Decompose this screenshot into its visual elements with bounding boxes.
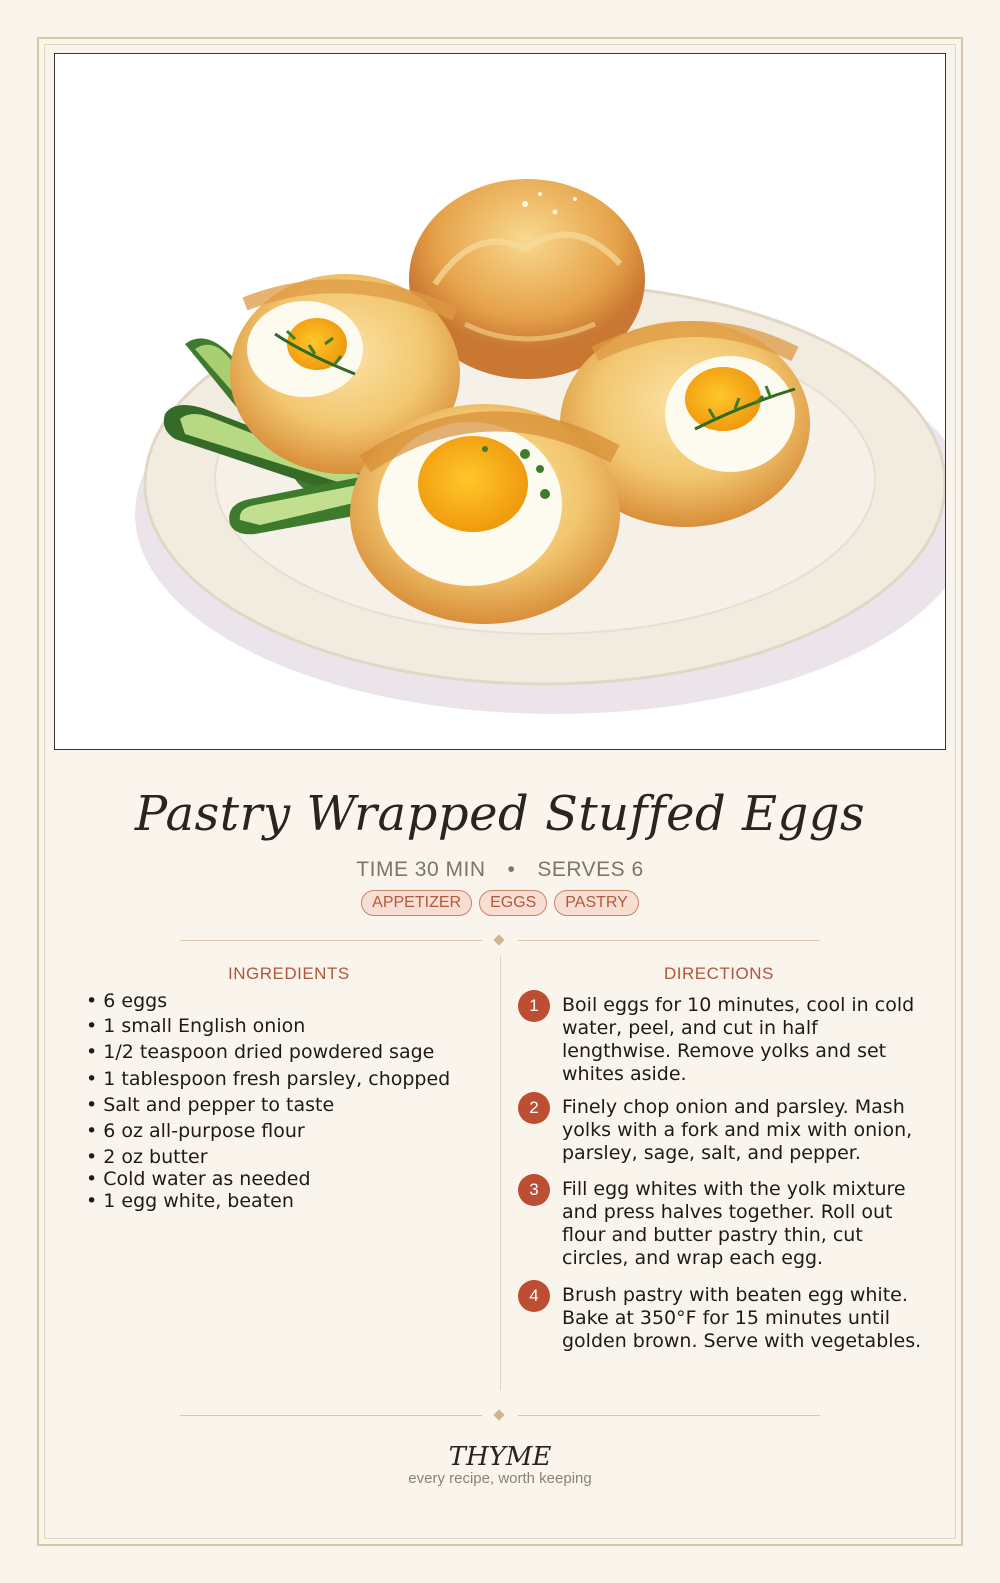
- ingredient-item: • Salt and pepper to taste: [86, 1094, 334, 1116]
- time-label: TIME 30 MIN: [356, 858, 486, 881]
- step-text: Fill egg whites with the yolk mixture and press halves together. Roll out flour and butter pastry thin, cut circles, and wrap each egg.: [562, 1178, 906, 1269]
- divider-bottom: [180, 1410, 820, 1422]
- step-text: Finely chop onion and parsley. Mash yolks with a fork and mix with onion, parsley, sage, salt, and pepper.: [562, 1096, 913, 1164]
- ingredient-item: • 6 eggs: [86, 990, 167, 1012]
- step-number: 1: [518, 990, 550, 1022]
- recipe-title: Pastry Wrapped Stuffed Eggs: [134, 786, 866, 842]
- recipe-meta: [0, 858, 1000, 882]
- brand-tagline: every recipe, worth keeping: [408, 1470, 592, 1487]
- ingredient-item: • 1 small English onion: [86, 1015, 305, 1037]
- column-separator: [500, 955, 501, 1390]
- ingredient-item: • 1 egg white, beaten: [86, 1190, 294, 1212]
- step-number: 3: [518, 1174, 550, 1206]
- step-text: Brush pastry with beaten egg white. Bake at 350°F for 15 minutes until golden brown. Serve with vegetables.: [562, 1284, 922, 1352]
- ingredient-item: • 1/2 teaspoon dried powdered sage: [86, 1041, 434, 1063]
- divider-top: [180, 935, 820, 947]
- ingredients-heading: INGREDIENTS: [228, 964, 350, 983]
- meta-separator: •: [507, 858, 516, 881]
- serves-label: SERVES 6: [537, 858, 644, 881]
- ingredient-item: • 2 oz butter: [86, 1146, 208, 1168]
- ingredient-item: • Cold water as needed: [86, 1168, 311, 1190]
- ingredient-item: • 6 oz all-purpose flour: [86, 1120, 305, 1142]
- tag-eggs[interactable]: EGGS: [479, 890, 547, 916]
- recipe-photo: [54, 53, 946, 750]
- diamond-ornament-icon: [493, 1409, 504, 1420]
- step-number: 2: [518, 1092, 550, 1124]
- tag-list: [0, 890, 1000, 916]
- step-number: 4: [518, 1280, 550, 1312]
- tag-pastry[interactable]: PASTRY: [554, 890, 639, 916]
- ingredient-item: • 1 tablespoon fresh parsley, chopped: [86, 1068, 450, 1090]
- pastry-egg-front: [350, 404, 620, 624]
- diamond-ornament-icon: [493, 934, 504, 945]
- directions-heading: DIRECTIONS: [664, 964, 774, 983]
- tag-appetizer[interactable]: APPETIZER: [361, 890, 472, 916]
- pastry-eggs-illustration: [55, 54, 945, 749]
- step-text: Boil eggs for 10 minutes, cool in cold water, peel, and cut in half lengthwise. Remove yolks and set whites aside.: [562, 994, 915, 1085]
- brand-name: THYME: [448, 1442, 552, 1472]
